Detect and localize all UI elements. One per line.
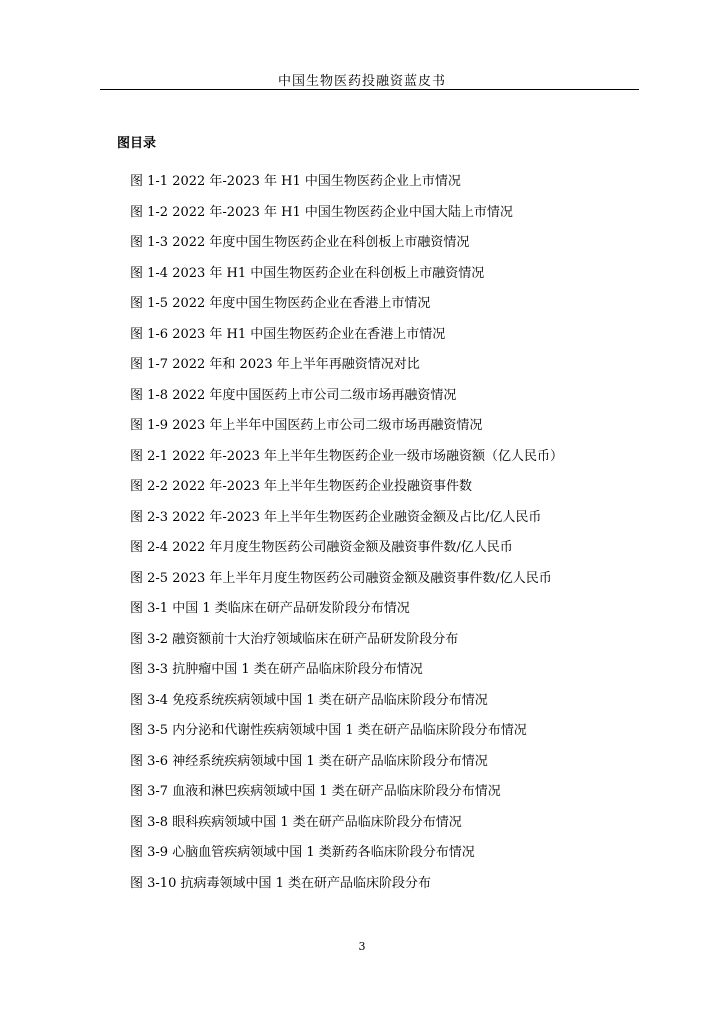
figure-list bbox=[130, 170, 563, 902]
figure-entry: 图 3-5 内分泌和代谢性疾病领域中国 1 类在研产品临床阶段分布情况 bbox=[130, 723, 527, 738]
figure-entry: 图 1-6 2023 年 H1 中国生物医药企业在香港上市情况 bbox=[130, 326, 446, 342]
figure-entry: 图 1-4 2023 年 H1 中国生物医药企业在科创板上市融资情况 bbox=[130, 265, 485, 281]
figure-entry: 图 3-3 抗肿瘤中国 1 类在研产品临床阶段分布情况 bbox=[130, 662, 423, 677]
figure-entry: 图 3-10 抗病毒领域中国 1 类在研产品临床阶段分布 bbox=[130, 875, 432, 891]
figure-entry: 图 1-8 2022 年度中国医药上市公司二级市场再融资情况 bbox=[130, 387, 457, 403]
figure-entry: 图 1-9 2023 年上半年中国医药上市公司二级市场再融资情况 bbox=[130, 418, 483, 433]
figure-entry: 图 3-2 融资额前十大治疗领域临床在研产品研发阶段分布 bbox=[130, 631, 459, 647]
figure-entry: 图 1-1 2022 年-2023 年 H1 中国生物医药企业上市情况 bbox=[130, 174, 461, 189]
figure-entry: 图 2-5 2023 年上半年月度生物医药公司融资金额及融资事件数/亿人民币 bbox=[130, 570, 552, 586]
figure-entry: 图 1-3 2022 年度中国生物医药企业在科创板上市融资情况 bbox=[130, 235, 470, 250]
header-divider bbox=[100, 89, 639, 90]
figure-entry: 图 3-6 神经系统疾病领域中国 1 类在研产品临床阶段分布情况 bbox=[130, 753, 488, 769]
figure-entry: 图 3-7 血液和淋巴疾病领域中国 1 类在研产品临床阶段分布情况 bbox=[130, 784, 501, 799]
figure-entry: 图 2-1 2022 年-2023 年上半年生物医药企业一级市场融资额（亿人民币） bbox=[130, 448, 564, 464]
running-header-title: 中国生物医药投融资蓝皮书 bbox=[277, 74, 446, 89]
figure-entry: 图 1-7 2022 年和 2023 年上半年再融资情况对比 bbox=[130, 357, 420, 372]
section-title: 图目录 bbox=[117, 136, 157, 151]
figure-entry: 图 3-9 心脑血管疾病领域中国 1 类新药各临床阶段分布情况 bbox=[130, 845, 475, 860]
page-number: 3 bbox=[358, 940, 366, 953]
figure-entry: 图 2-2 2022 年-2023 年上半年生物医药企业投融资事件数 bbox=[130, 479, 473, 494]
figure-entry: 图 3-8 眼科疾病领域中国 1 类在研产品临床阶段分布情况 bbox=[130, 814, 462, 830]
figure-entry: 图 1-2 2022 年-2023 年 H1 中国生物医药企业中国大陆上市情况 bbox=[130, 204, 513, 220]
figure-entry: 图 2-4 2022 年月度生物医药公司融资金额及融资事件数/亿人民币 bbox=[130, 540, 513, 555]
figure-entry: 图 1-5 2022 年度中国生物医药企业在香港上市情况 bbox=[130, 296, 431, 311]
figure-entry: 图 2-3 2022 年-2023 年上半年生物医药企业融资金额及占比/亿人民币 bbox=[130, 509, 542, 525]
figure-entry: 图 3-4 免疫系统疾病领域中国 1 类在研产品临床阶段分布情况 bbox=[130, 692, 488, 708]
figure-entry: 图 3-1 中国 1 类临床在研产品研发阶段分布情况 bbox=[130, 601, 410, 616]
